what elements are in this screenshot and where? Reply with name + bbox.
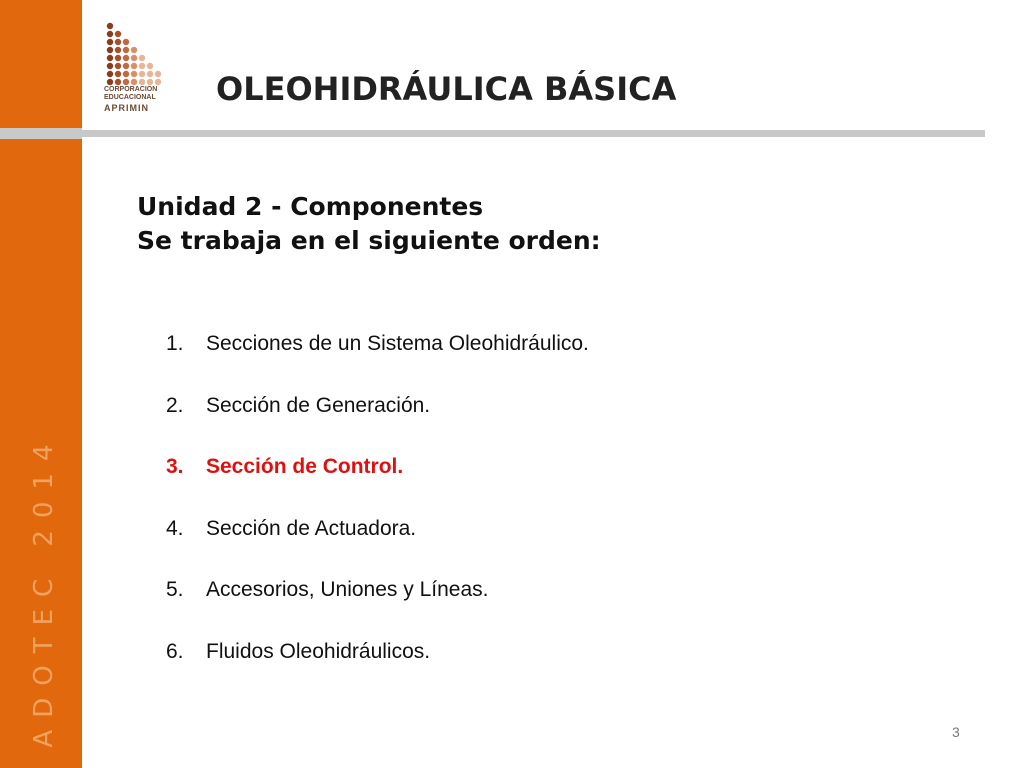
section-heading bbox=[137, 190, 601, 258]
list-item-number: 5. bbox=[166, 578, 184, 601]
list-item-label: Secciones de un Sistema Oleohidráulico. bbox=[206, 332, 589, 355]
sidebar-stripe bbox=[0, 128, 82, 139]
logo-line-1: CORPORACION bbox=[104, 86, 158, 93]
list-item-number: 2. bbox=[166, 393, 184, 417]
list-item bbox=[166, 517, 589, 579]
header-divider bbox=[82, 130, 985, 137]
list-item bbox=[166, 640, 589, 702]
list-item-label: Fluidos Oleohidráulicos. bbox=[206, 639, 431, 663]
list-item bbox=[166, 332, 589, 394]
heading-line-2: Se trabaja en el siguiente orden: bbox=[137, 226, 601, 255]
list-item-current bbox=[166, 455, 589, 517]
logo-caption bbox=[104, 86, 176, 112]
list-item bbox=[166, 578, 589, 640]
sidebar-band bbox=[0, 0, 82, 768]
page-title: OLEOHIDRÁULICA BÁSICA bbox=[216, 70, 677, 108]
list-item-label: Sección de Actuadora. bbox=[206, 516, 417, 540]
list-item-number: 4. bbox=[166, 516, 184, 540]
heading-line-1: Unidad 2 - Componentes bbox=[137, 192, 484, 221]
list-item-number: 1. bbox=[166, 332, 184, 355]
vertical-watermark-text: ADOTEC 2014 bbox=[29, 432, 59, 748]
component-list bbox=[166, 332, 589, 701]
logo-line-2: EDUCACIONAL bbox=[104, 94, 156, 101]
list-item-number: 6. bbox=[166, 639, 184, 663]
list-item bbox=[166, 394, 589, 456]
list-item-label: Accesorios, Uniones y Líneas. bbox=[206, 578, 489, 601]
list-item-label: Sección de Generación. bbox=[206, 393, 431, 417]
page-number: 3 bbox=[952, 724, 960, 740]
list-item-label: Sección de Control. bbox=[206, 455, 404, 478]
list-item-number: 3. bbox=[166, 455, 184, 478]
logo-line-3: APRIMIN bbox=[104, 103, 149, 113]
